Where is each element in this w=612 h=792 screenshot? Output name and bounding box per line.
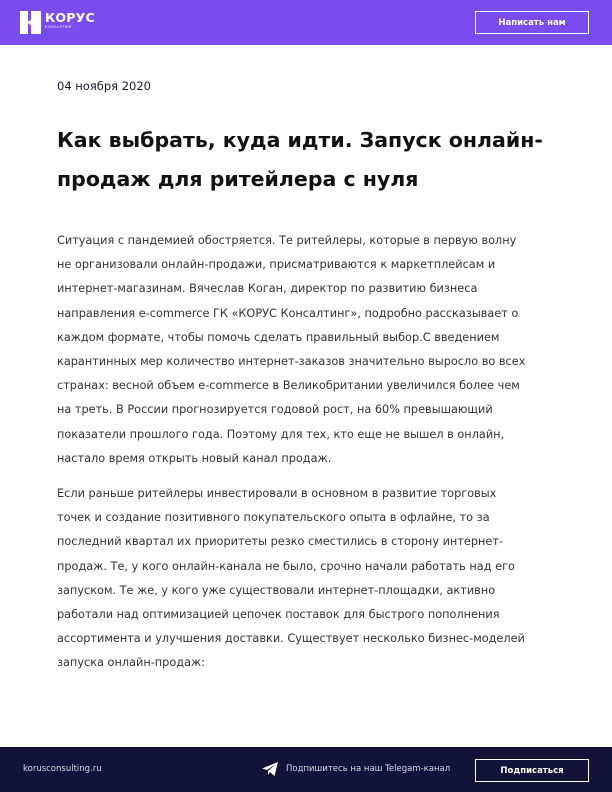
contact-us-button[interactable]: Написать нам [475, 11, 589, 34]
subscribe-button[interactable]: Подписаться [475, 759, 589, 782]
paragraph-line: не организовали онлайн-продажи, присматриваются к маркетплейсам и [57, 258, 496, 272]
paragraph-line: показатели прошлого года. Поэтому для тех, кто еще не вышел в онлайн, [57, 427, 505, 441]
paragraph-line: Если раньше ритейлеры инвестировали в основном в развитие торговых [57, 487, 497, 501]
article-paragraph [57, 229, 577, 471]
paragraph-line: продаж. Те, у кого онлайн-канала не было, срочно начали работать над его [57, 559, 515, 573]
site-link[interactable]: korusconsulting.ru [23, 764, 102, 774]
title-line: Как выбрать, куда идти. Запуск онлайн- [57, 128, 543, 152]
paragraph-line: на треть. В России прогнозируется годовой рост, на 60% превышающий [57, 403, 493, 417]
logo-subtext: КОНСАЛТИНГ [45, 25, 73, 29]
paragraph-line: каждом формате, чтобы помочь сделать правильный выбор.С введением [57, 330, 500, 344]
telegram-plane-icon[interactable] [262, 762, 278, 776]
paragraph-line: странах: весной объем e-commerce в Великобритании увеличился более чем [57, 379, 520, 393]
article-title [57, 121, 567, 199]
logo-text: КОРУС [45, 10, 95, 25]
paragraph-line: точек и создание позитивного покупательского опыта в офлайне, то за [57, 511, 490, 525]
article-paragraph [57, 482, 577, 676]
korus-logo-mark-icon [20, 11, 42, 34]
paragraph-line: последний квартал их приоритеты резко сместились в сторону интернет- [57, 535, 504, 549]
paragraph-line: запуском. Те же, у кого уже существовали интернет-площадки, активно [57, 583, 496, 597]
site-footer [0, 747, 612, 792]
paragraph-line: ассортимента и улучшения доставки. Существует несколько бизнес-моделей [57, 632, 525, 646]
paragraph-line: работали над оптимизацией цепочек поставок для быстрого пополнения [57, 608, 500, 622]
paragraph-line: направления e-commerce ГК «КОРУС Консалтинг», подробно рассказывает о [57, 306, 519, 320]
telegram-subscribe-text[interactable]: Подпишитесь на наш Telegam-канал [286, 764, 451, 774]
paragraph-line: запуска онлайн-продаж: [57, 656, 205, 670]
title-line: продаж для ритейлера с нуля [57, 167, 419, 191]
paragraph-line: интернет-магазинам. Вячеслав Коган, директор по развитию бизнеса [57, 282, 478, 296]
paragraph-line: Ситуация с пандемией обостряется. Те ритейлеры, которые в первую волну [57, 234, 517, 247]
article-date: 04 ноября 2020 [57, 79, 151, 93]
korus-logo[interactable] [20, 11, 95, 34]
paragraph-line: карантинных мер количество интернет-заказов значительно выросло во всех [57, 355, 526, 369]
site-header [0, 0, 612, 45]
paragraph-line: настало время открыть новый канал продаж. [57, 451, 332, 465]
article-body [57, 229, 577, 687]
